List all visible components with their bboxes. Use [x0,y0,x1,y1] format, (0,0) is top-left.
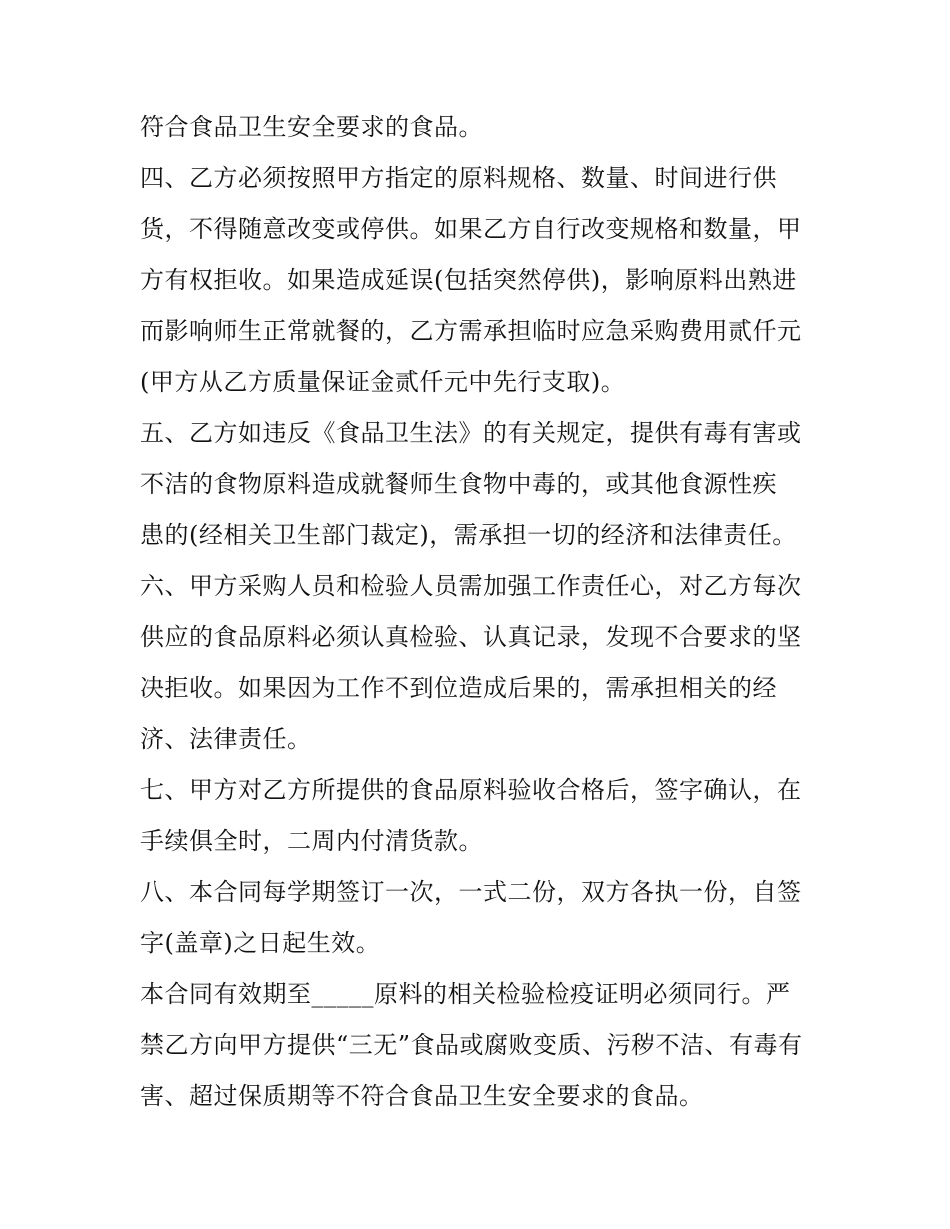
text-line: 符合食品卫生安全要求的食品。 [140,113,483,141]
text-line: 四、乙方必须按照甲方指定的原料规格、数量、时间进行供 [140,164,777,192]
text-line: 方有权拒收。如果造成延误(包括突然停供)，影响原料出熟进 [140,266,797,294]
text-line: 禁乙方向甲方提供“三无”食品或腐败变质、污秽不洁、有毒有 [140,1031,803,1059]
text-line: 七、甲方对乙方所提供的食品原料验收合格后，签字确认，在 [140,776,802,804]
text-line: 本合同有效期至_____原料的相关检验检疫证明必须同行。严 [140,980,791,1008]
text-line: 手续俱全时，二周内付清货款。 [140,827,483,855]
contract-text [140,102,820,1122]
text-line: 不洁的食物原料造成就餐师生食物中毒的，或其他食源性疾 [140,470,777,498]
text-line: 决拒收。如果因为工作不到位造成后果的，需承担相关的经 [140,674,777,702]
text-line: 字(盖章)之日起生效。 [140,929,381,957]
text-line: 货，不得随意改变或停供。如果乙方自行改变规格和数量，甲 [140,215,802,243]
text-line: 济、法律责任。 [140,725,312,753]
text-line: (甲方从乙方质量保证金贰仟元中先行支取)。 [140,368,626,396]
text-line: 五、乙方如违反《食品卫生法》的有关规定，提供有毒有害或 [140,419,802,447]
text-line: 患的(经相关卫生部门裁定)，需承担一切的经济和法律责任。 [140,521,797,549]
text-line: 六、甲方采购人员和检验人员需加强工作责任心，对乙方每次 [140,572,802,600]
text-line: 供应的食品原料必须认真检验、认真记录，发现不合要求的坚 [140,623,802,651]
text-line: 八、本合同每学期签订一次，一式二份，双方各执一份，自签 [140,878,802,906]
text-line: 而影响师生正常就餐的，乙方需承担临时应急采购费用贰仟元 [140,317,802,345]
text-line: 害、超过保质期等不符合食品卫生安全要求的食品。 [140,1082,704,1110]
